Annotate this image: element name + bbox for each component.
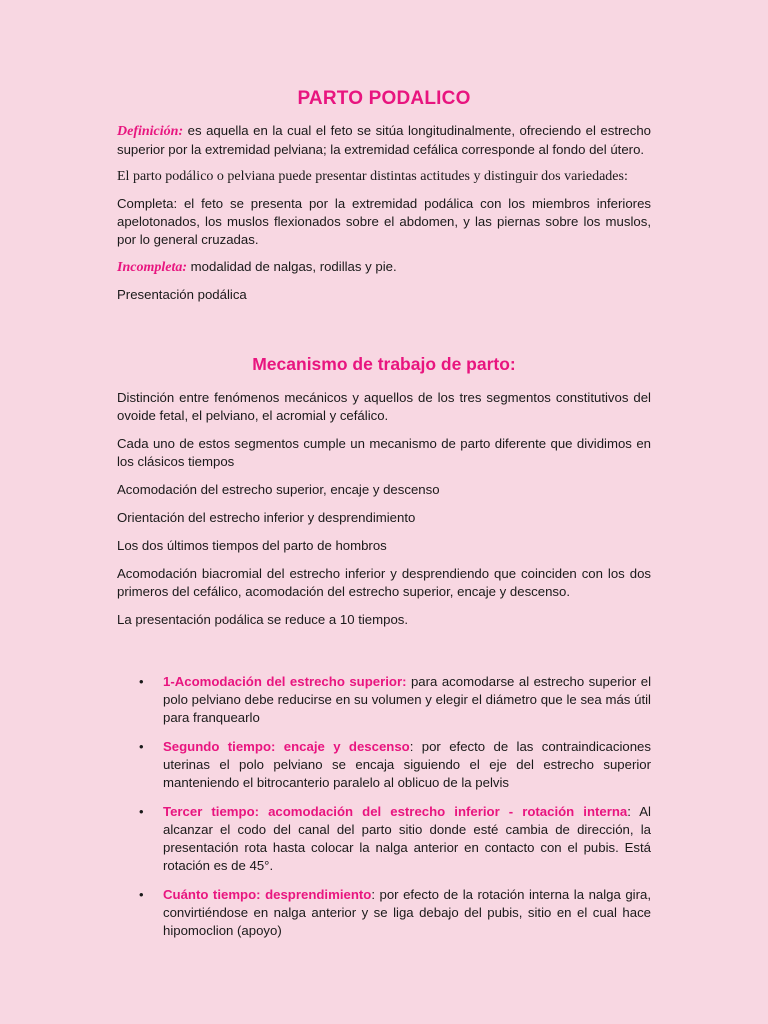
intro-paragraph: El parto podálico o pelviana puede presentar distintas actitudes y distinguir dos variedades: bbox=[117, 169, 628, 184]
document-title: PARTO PODALICO bbox=[297, 88, 471, 109]
step-text: : Al alcanzar el codo del canal del parto sitio donde esté cambia de dirección, la presentación rota hasta colocar la nalga anterior en contacto con el pubis. Está rotación es de 45°. bbox=[163, 804, 651, 873]
incomplete-paragraph bbox=[117, 258, 651, 277]
definition-paragraph bbox=[117, 122, 651, 159]
paragraph: La presentación podálica se reduce a 10 tiempos. bbox=[117, 612, 409, 627]
bullet-icon: • bbox=[139, 804, 144, 819]
section-title: Mecanismo de trabajo de parto: bbox=[252, 354, 516, 374]
incomplete-label: Incompleta: bbox=[117, 260, 187, 275]
list-item bbox=[117, 738, 651, 792]
step-heading: 1-Acomodación del estrecho superior: bbox=[163, 674, 407, 689]
paragraph: Acomodación del estrecho superior, encaje y descenso bbox=[117, 482, 440, 497]
presentation-paragraph: Presentación podálica bbox=[117, 287, 247, 302]
bullet-icon: • bbox=[139, 739, 144, 754]
definition-label: Definición: bbox=[117, 124, 184, 139]
bullet-icon: • bbox=[139, 674, 144, 689]
complete-paragraph: Completa: el feto se presenta por la extremidad podálica con los miembros inferiores apelotonados, los muslos flexionados sobre el abdomen, y las piernas sobre los muslos, por lo general cruzadas. bbox=[117, 196, 651, 247]
paragraph: Orientación del estrecho inferior y desprendimiento bbox=[117, 510, 416, 525]
paragraph: Distinción entre fenómenos mecánicos y aquellos de los tres segmentos constitutivos del ovoide fetal, el pelviano, el acromial y cefálico. bbox=[117, 390, 651, 423]
step-text: : por efecto de la rotación interna la nalga gira, convirtiéndose en nalga anterior y se liga debajo del pubis, sitio en el cual hace hipomoclion (apoyo) bbox=[163, 887, 652, 938]
paragraph: Cada uno de estos segmentos cumple un mecanismo de parto diferente que dividimos en los clásicos tiempos bbox=[117, 436, 651, 469]
steps-list bbox=[117, 673, 651, 940]
paragraph: Acomodación biacromial del estrecho inferior y desprendiendo que coinciden con los dos primeros del cefálico, acomodación del estrecho superior, encaje y descenso. bbox=[117, 566, 651, 599]
bullet-icon: • bbox=[139, 887, 144, 902]
list-item bbox=[117, 886, 651, 940]
list-item bbox=[117, 673, 651, 727]
incomplete-text: modalidad de nalgas, rodillas y pie. bbox=[187, 259, 397, 274]
step-heading: Tercer tiempo: acomodación del estrecho inferior - rotación interna bbox=[163, 804, 628, 819]
list-item bbox=[117, 803, 651, 875]
step-heading: Cuánto tiempo: desprendimiento bbox=[163, 887, 372, 902]
definition-text: es aquella en la cual el feto se sitúa longitudinalmente, ofreciendo el estrecho superior por la extremidad pelviana; la extremidad cefálica corresponde al fondo del útero. bbox=[117, 123, 651, 157]
step-heading: Segundo tiempo: encaje y descenso bbox=[163, 739, 410, 754]
paragraph: Los dos últimos tiempos del parto de hombros bbox=[117, 538, 387, 553]
step-text: para acomodarse al estrecho superior el polo pelviano debe reducirse en su volumen y elegir el diámetro que le sea más útil para franquearlo bbox=[163, 674, 652, 725]
step-text: : por efecto de las contraindicaciones uterinas el polo pelviano se encaja siguiendo el eje del estrecho superior manteniendo el bitrocanterio paralelo al oblicuo de la pelvis bbox=[163, 739, 651, 790]
